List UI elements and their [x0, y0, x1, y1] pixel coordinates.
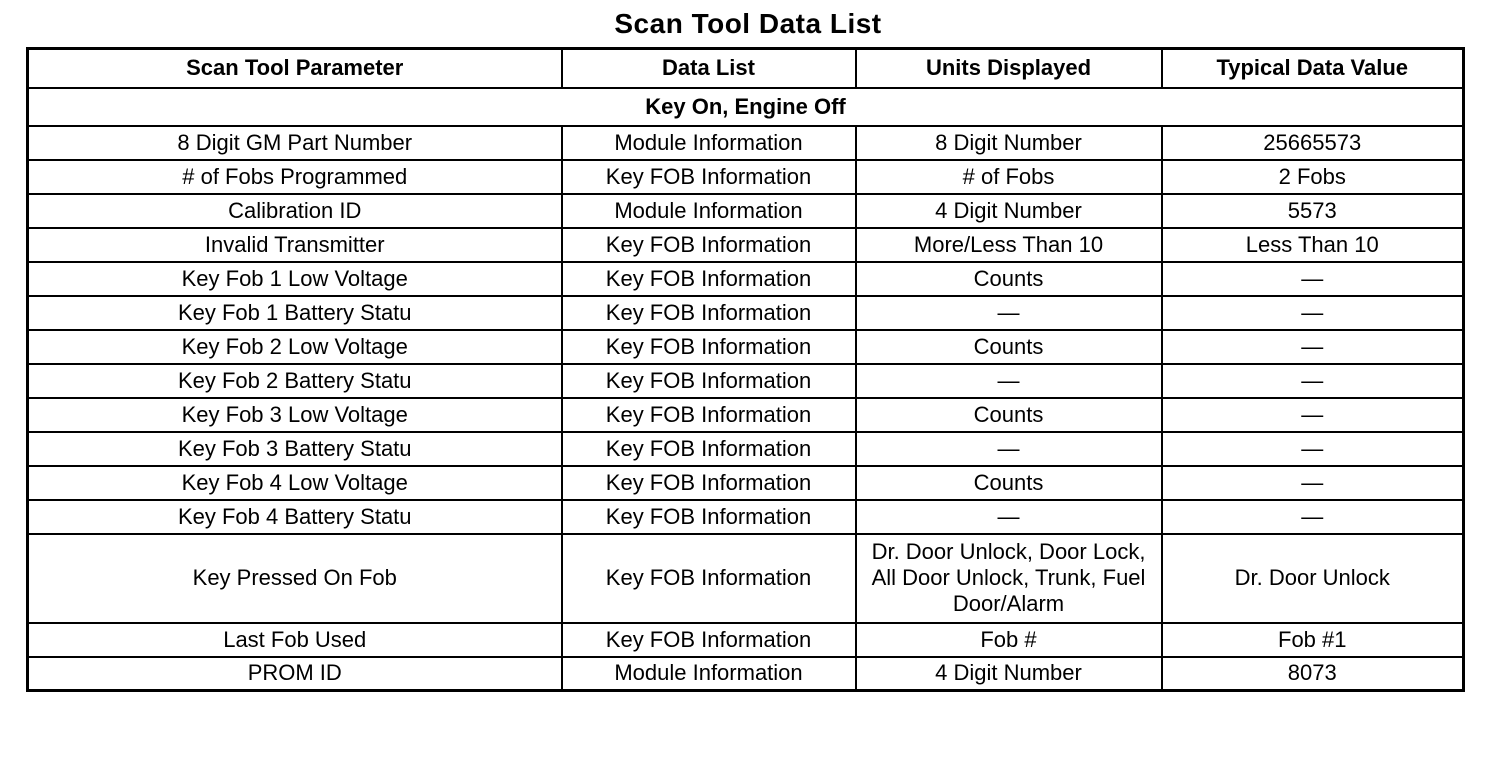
cell-data-list: Key FOB Information: [562, 623, 856, 657]
table-row: [28, 466, 1464, 500]
cell-parameter: Key Fob 2 Battery Statu: [28, 364, 562, 398]
cell-parameter: Key Fob 3 Battery Statu: [28, 432, 562, 466]
table-row: [28, 432, 1464, 466]
cell-typical-value: —: [1162, 432, 1464, 466]
cell-parameter: Key Fob 1 Low Voltage: [28, 262, 562, 296]
table-row: [28, 126, 1464, 160]
cell-parameter: Key Fob 2 Low Voltage: [28, 330, 562, 364]
cell-parameter: Key Fob 4 Low Voltage: [28, 466, 562, 500]
cell-typical-value: —: [1162, 364, 1464, 398]
cell-typical-value: —: [1162, 262, 1464, 296]
cell-typical-value: 5573: [1162, 194, 1464, 228]
cell-data-list: Key FOB Information: [562, 466, 856, 500]
cell-typical-value: 8073: [1162, 657, 1464, 691]
cell-units: —: [856, 500, 1162, 534]
cell-parameter: 8 Digit GM Part Number: [28, 126, 562, 160]
cell-units: 4 Digit Number: [856, 194, 1162, 228]
cell-units: —: [856, 296, 1162, 330]
section-heading: Key On, Engine Off: [28, 88, 1464, 126]
cell-typical-value: Dr. Door Unlock: [1162, 534, 1464, 623]
table-row: [28, 657, 1464, 691]
cell-parameter: Key Fob 3 Low Voltage: [28, 398, 562, 432]
cell-units: —: [856, 432, 1162, 466]
table-row: [28, 262, 1464, 296]
scan-tool-data-table: [26, 47, 1465, 692]
header-row: [28, 49, 1464, 88]
table-row: [28, 534, 1464, 623]
cell-parameter: # of Fobs Programmed: [28, 160, 562, 194]
cell-units: 8 Digit Number: [856, 126, 1162, 160]
cell-data-list: Key FOB Information: [562, 398, 856, 432]
cell-units: Fob #: [856, 623, 1162, 657]
column-header-parameter: Scan Tool Parameter: [28, 49, 562, 88]
cell-data-list: Key FOB Information: [562, 500, 856, 534]
table-row: [28, 160, 1464, 194]
cell-units: More/Less Than 10: [856, 228, 1162, 262]
column-header-typical-value: Typical Data Value: [1162, 49, 1464, 88]
cell-data-list: Key FOB Information: [562, 330, 856, 364]
cell-parameter: Key Pressed On Fob: [28, 534, 562, 623]
cell-units: Counts: [856, 398, 1162, 432]
table-row: [28, 623, 1464, 657]
cell-data-list: Module Information: [562, 194, 856, 228]
cell-parameter: Key Fob 1 Battery Statu: [28, 296, 562, 330]
cell-typical-value: —: [1162, 330, 1464, 364]
cell-typical-value: 2 Fobs: [1162, 160, 1464, 194]
table-row: [28, 296, 1464, 330]
cell-units: 4 Digit Number: [856, 657, 1162, 691]
table-row: [28, 330, 1464, 364]
cell-units: Counts: [856, 262, 1162, 296]
cell-units: —: [856, 364, 1162, 398]
cell-data-list: Key FOB Information: [562, 534, 856, 623]
cell-units: Dr. Door Unlock, Door Lock, All Door Unlock, Trunk, Fuel Door/Alarm: [856, 534, 1162, 623]
cell-typical-value: —: [1162, 500, 1464, 534]
column-header-data-list: Data List: [562, 49, 856, 88]
cell-parameter: Key Fob 4 Battery Statu: [28, 500, 562, 534]
column-header-units: Units Displayed: [856, 49, 1162, 88]
section-row: [28, 88, 1464, 126]
cell-units: Counts: [856, 466, 1162, 500]
cell-data-list: Key FOB Information: [562, 262, 856, 296]
cell-data-list: Key FOB Information: [562, 432, 856, 466]
cell-typical-value: —: [1162, 296, 1464, 330]
table-row: [28, 228, 1464, 262]
cell-data-list: Key FOB Information: [562, 296, 856, 330]
cell-typical-value: Fob #1: [1162, 623, 1464, 657]
cell-data-list: Module Information: [562, 126, 856, 160]
table-row: [28, 398, 1464, 432]
table-row: [28, 194, 1464, 228]
cell-data-list: Module Information: [562, 657, 856, 691]
page-title: Scan Tool Data List: [614, 8, 882, 39]
cell-parameter: Last Fob Used: [28, 623, 562, 657]
cell-typical-value: —: [1162, 398, 1464, 432]
cell-data-list: Key FOB Information: [562, 228, 856, 262]
table-row: [28, 500, 1464, 534]
cell-typical-value: Less Than 10: [1162, 228, 1464, 262]
table-row: [28, 364, 1464, 398]
cell-parameter: Calibration ID: [28, 194, 562, 228]
cell-parameter: Invalid Transmitter: [28, 228, 562, 262]
cell-typical-value: 25665573: [1162, 126, 1464, 160]
cell-parameter: PROM ID: [28, 657, 562, 691]
cell-units: # of Fobs: [856, 160, 1162, 194]
cell-data-list: Key FOB Information: [562, 160, 856, 194]
cell-units: Counts: [856, 330, 1162, 364]
cell-typical-value: —: [1162, 466, 1464, 500]
cell-data-list: Key FOB Information: [562, 364, 856, 398]
